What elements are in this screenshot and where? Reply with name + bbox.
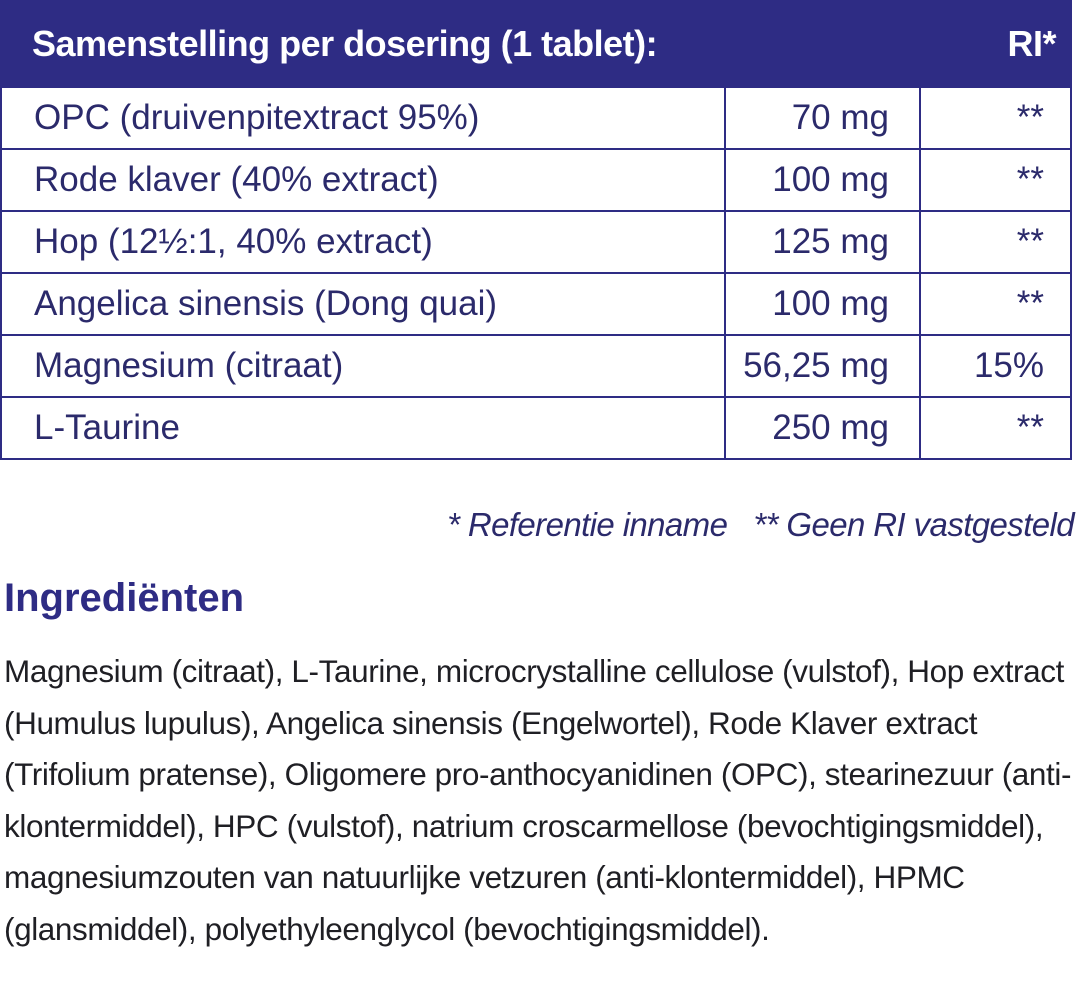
ingredient-name: Rode klaver (40% extract) — [1, 149, 725, 211]
table-row — [1, 397, 1071, 459]
table-row — [1, 335, 1071, 397]
ingredient-amount: 250 mg — [725, 397, 920, 459]
ingredient-amount: 125 mg — [725, 211, 920, 273]
ingredient-amount: 56,25 mg — [725, 335, 920, 397]
ingredient-ri: ** — [920, 149, 1071, 211]
ingredient-amount: 70 mg — [725, 87, 920, 149]
table-row — [1, 87, 1071, 149]
ingredient-name: L-Taurine — [1, 397, 725, 459]
footnote-ri: * Referentie inname — [447, 506, 728, 543]
header-ri: RI* — [920, 1, 1071, 87]
ingredient-name: Angelica sinensis (Dong quai) — [1, 273, 725, 335]
table-header-row — [1, 1, 1071, 87]
table-row — [1, 149, 1071, 211]
header-composition: Samenstelling per dosering (1 tablet): — [1, 1, 920, 87]
ingredient-amount: 100 mg — [725, 149, 920, 211]
ingredient-ri: ** — [920, 87, 1071, 149]
footnote — [447, 506, 1074, 544]
ingredient-amount: 100 mg — [725, 273, 920, 335]
ingredient-ri: ** — [920, 211, 1071, 273]
ingredient-ri: ** — [920, 273, 1071, 335]
ingredient-name: Magnesium (citraat) — [1, 335, 725, 397]
ingredient-name: OPC (druivenpitextract 95%) — [1, 87, 725, 149]
ingredients-heading: Ingrediënten — [4, 576, 245, 620]
table-row — [1, 211, 1071, 273]
ingredients-text: Magnesium (citraat), L-Taurine, microcrystalline cellulose (vulstof), Hop extract (Humulus lupulus), Angelica sinensis (Engelwortel), Rode Klaver extract (Trifolium pratense), Oligomere pro-anthocyanidinen (OPC), stearinezuur (anti-klontermiddel), HPC (vulstof), natrium croscarmellose (bevochtigingsmiddel), magnesiumzouten van natuurlijke vetzuren (anti-klontermiddel), HPMC (glansmiddel), polyethyleenglycol (bevochtigingsmiddel). — [4, 653, 1072, 947]
ingredient-name: Hop (12½:1, 40% extract) — [1, 211, 725, 273]
ingredient-ri: 15% — [920, 335, 1071, 397]
ingredient-ri: ** — [920, 397, 1071, 459]
composition-table — [0, 0, 1072, 460]
footnote-no-ri: ** Geen RI vastgesteld — [753, 506, 1074, 543]
table-row — [1, 273, 1071, 335]
